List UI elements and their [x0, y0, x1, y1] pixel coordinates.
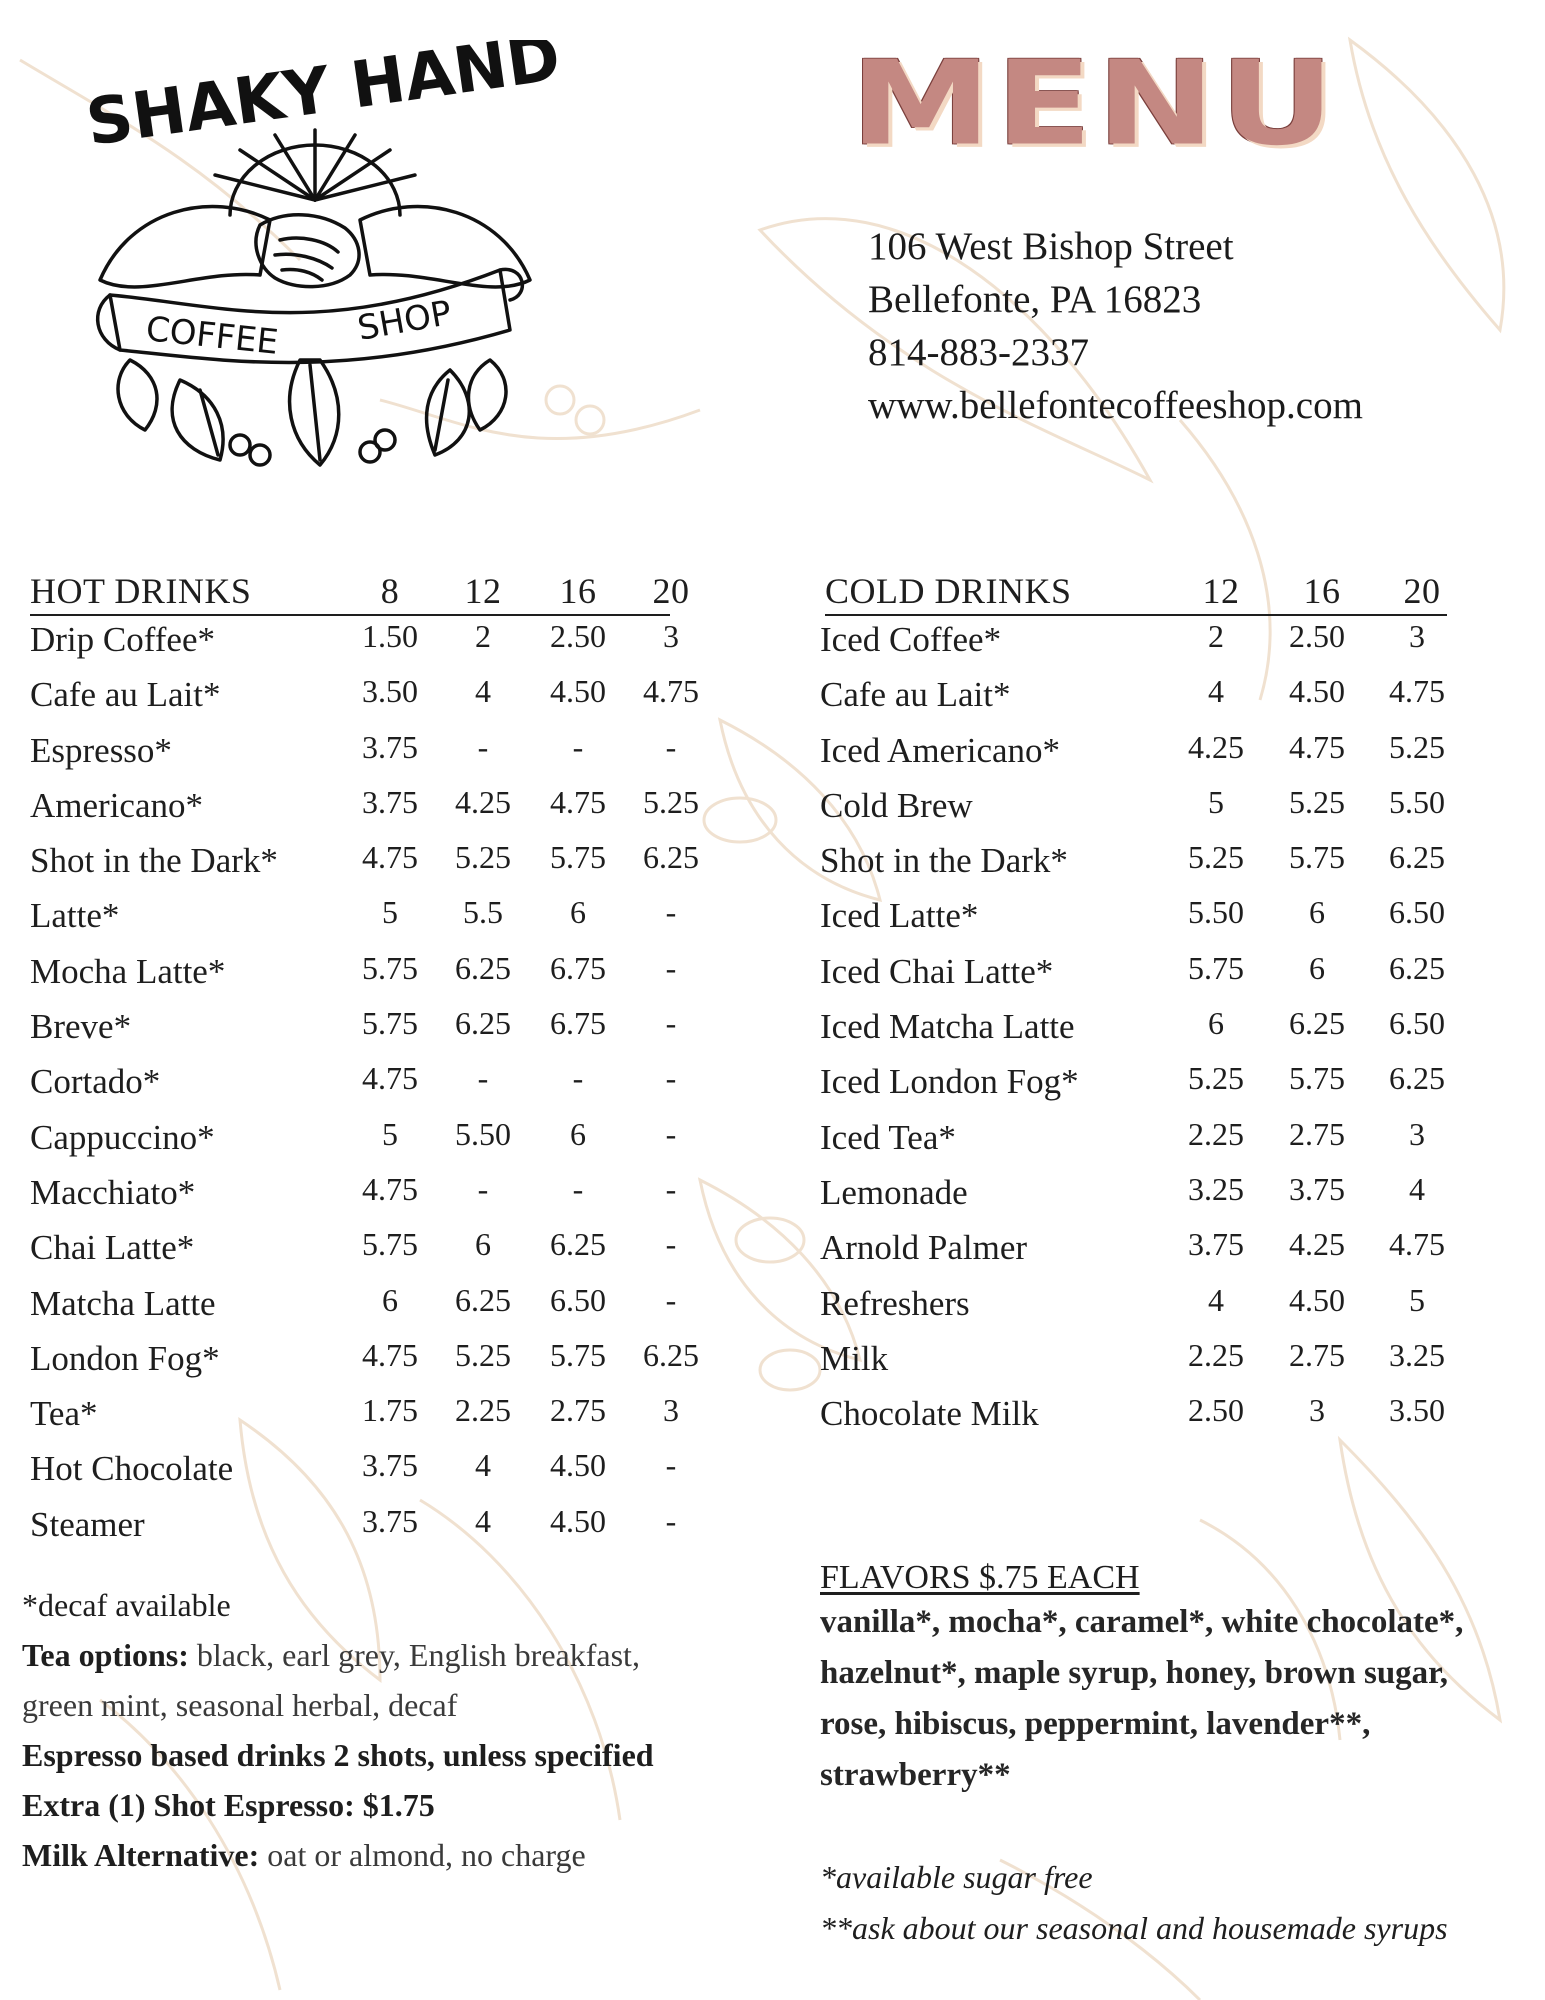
price-size-8: 1.75: [362, 1392, 418, 1429]
menu-item-arnold-palmer: [820, 1220, 1520, 1275]
price-size-12: 2.25: [1188, 1336, 1244, 1373]
price-size-16: 3.75: [1289, 1170, 1345, 1207]
price-size-12: 5.5: [463, 894, 503, 931]
menu-item-chai-latte: [30, 1220, 730, 1275]
price-size-12: -: [477, 1170, 489, 1207]
item-name: Espresso*: [30, 730, 172, 770]
price-size-16: 5.75: [550, 1336, 606, 1373]
milk-alternative-line: [22, 1830, 722, 1880]
menu-item-iced-tea: [820, 1110, 1520, 1165]
price-size-20: 3.25: [1389, 1336, 1445, 1373]
price-size-12: 4: [475, 673, 491, 710]
menu-title: MENU: [850, 36, 1339, 172]
menu-item-cappuccino: [30, 1110, 730, 1165]
handshake-logo-art: [70, 40, 560, 480]
price-size-12: 4: [475, 1447, 491, 1484]
item-name: Cold Brew: [820, 785, 973, 825]
notes-block: [22, 1580, 722, 1880]
price-size-12: 5.50: [455, 1115, 511, 1152]
price-size-12: 4: [475, 1502, 491, 1539]
item-name: Hot Chocolate: [30, 1449, 234, 1489]
menu-item-tea: [30, 1386, 730, 1441]
price-size-20: -: [665, 1115, 677, 1152]
price-size-16: -: [572, 1060, 584, 1097]
decaf-note: *decaf available: [22, 1587, 231, 1623]
price-size-8: 5.75: [362, 949, 418, 986]
price-size-8: 5: [382, 894, 398, 931]
menu-item-steamer: [30, 1497, 730, 1552]
menu-item-iced-coffee: [820, 612, 1520, 667]
price-size-8: 5.75: [362, 1005, 418, 1042]
size-16-label: 16: [1303, 571, 1341, 611]
hot-drinks-header: [30, 570, 690, 616]
menu-item-drip-coffee: [30, 612, 730, 667]
price-size-12: -: [477, 1060, 489, 1097]
price-size-16: 5.75: [1289, 839, 1345, 876]
menu-item-espresso: [30, 723, 730, 778]
price-size-16: 6.25: [550, 1226, 606, 1263]
flavors-list: vanilla*, mocha*, caramel*, white chocolate*, hazelnut*, maple syrup, honey, brown sugar, rose, hibiscus, peppermint, lavender**, strawberry**: [820, 1604, 1464, 1793]
price-size-20: 6.50: [1389, 894, 1445, 931]
price-size-20: 3: [663, 1392, 679, 1429]
price-size-12: 5.25: [455, 1336, 511, 1373]
menu-item-cafe-au-lait: [30, 667, 730, 722]
price-size-20: 5.50: [1389, 783, 1445, 820]
milk-alternative-label: Milk Alternative:: [22, 1837, 260, 1873]
price-size-20: -: [665, 1226, 677, 1263]
price-size-8: 4.75: [362, 1060, 418, 1097]
price-size-16: 4.75: [1289, 728, 1345, 765]
item-name: Chocolate Milk: [820, 1394, 1039, 1434]
price-size-8: 4.75: [362, 839, 418, 876]
price-size-16: -: [572, 1170, 584, 1207]
price-size-8: 3.75: [362, 1502, 418, 1539]
price-size-12: 2: [475, 618, 491, 654]
price-size-20: 3.50: [1389, 1392, 1445, 1429]
menu-item-cold-brew: [820, 778, 1520, 833]
menu-item-macchiato: [30, 1165, 730, 1220]
phone-number: 814-883-2337: [868, 331, 1089, 374]
price-size-12: 4: [1208, 673, 1224, 710]
sugar-free-note: *available sugar free: [820, 1859, 1093, 1895]
price-size-16: 6.75: [550, 1005, 606, 1042]
price-size-16: 5.25: [1289, 783, 1345, 820]
size-16-label: 16: [559, 571, 597, 611]
price-size-16: 4.50: [550, 1447, 606, 1484]
price-size-20: 4: [1409, 1170, 1425, 1207]
price-size-16: 3: [1309, 1392, 1325, 1429]
price-size-16: 6: [1309, 894, 1325, 931]
menu-item-mocha-latte: [30, 944, 730, 999]
logo-banner-left-text: COFFEE: [144, 309, 281, 363]
price-size-16: 2.75: [550, 1392, 606, 1429]
menu-item-chocolate-milk: [820, 1386, 1520, 1441]
item-name: Iced Chai Latte*: [820, 951, 1054, 991]
price-size-16: 4.50: [550, 673, 606, 710]
price-size-20: -: [665, 1170, 677, 1207]
price-size-16: 4.50: [1289, 673, 1345, 710]
price-size-20: 3: [1409, 618, 1425, 654]
menu-item-iced-london-fog: [820, 1054, 1520, 1109]
item-name: Steamer: [30, 1504, 145, 1544]
menu-item-matcha-latte: [30, 1276, 730, 1331]
price-size-12: 2: [1208, 618, 1224, 654]
price-size-20: 6.50: [1389, 1005, 1445, 1042]
price-size-20: -: [665, 728, 677, 765]
size-12-label: 12: [464, 571, 502, 611]
menu-item-breve: [30, 999, 730, 1054]
item-name: Drip Coffee*: [30, 620, 215, 659]
price-size-12: 4: [1208, 1281, 1224, 1318]
price-size-16: 2.75: [1289, 1115, 1345, 1152]
price-size-16: 5.75: [550, 839, 606, 876]
tea-options-label: Tea options:: [22, 1637, 189, 1673]
menu-item-cortado: [30, 1054, 730, 1109]
size-12-label: 12: [1202, 571, 1240, 611]
menu-item-lemonade: [820, 1165, 1520, 1220]
menu-item-shot-in-the-dark: [30, 833, 730, 888]
price-size-8: 1.50: [362, 618, 418, 654]
item-name: Cafe au Lait*: [30, 675, 221, 715]
logo-banner-right-text: SHOP: [354, 293, 455, 349]
price-size-12: 5.25: [455, 839, 511, 876]
price-size-16: 4.50: [1289, 1281, 1345, 1318]
menu-item-milk: [820, 1331, 1520, 1386]
menu-item-americano: [30, 778, 730, 833]
price-size-8: 5: [382, 1115, 398, 1152]
price-size-12: 6: [1208, 1005, 1224, 1042]
price-size-16: 6.25: [1289, 1005, 1345, 1042]
item-name: Tea*: [30, 1394, 98, 1434]
item-name: Iced Tea*: [820, 1117, 956, 1157]
price-size-20: 6.25: [1389, 839, 1445, 876]
extra-shot-note: Extra (1) Shot Espresso: $1.75: [22, 1787, 435, 1823]
item-name: Iced Latte*: [820, 896, 979, 936]
item-name: Shot in the Dark*: [30, 841, 278, 881]
cold-drinks-heading: COLD DRINKS: [825, 571, 1072, 611]
price-size-8: 4.75: [362, 1170, 418, 1207]
item-name: Iced Coffee*: [820, 620, 1002, 659]
price-size-20: -: [665, 949, 677, 986]
hot-drinks-list: [30, 612, 730, 1552]
item-name: Matcha Latte: [30, 1283, 216, 1323]
menu-item-iced-latte: [820, 888, 1520, 943]
item-name: Macchiato*: [30, 1172, 196, 1212]
cold-drinks-list: [820, 612, 1520, 1441]
hot-drinks-heading: HOT DRINKS: [30, 571, 252, 611]
flavors-heading: FLAVORS $.75 EACH: [820, 1559, 1140, 1596]
price-size-20: -: [665, 1060, 677, 1097]
price-size-20: 3: [1409, 1115, 1425, 1152]
menu-item-refreshers: [820, 1276, 1520, 1331]
price-size-12: 6.25: [455, 1281, 511, 1318]
price-size-8: 3.50: [362, 673, 418, 710]
price-size-12: 2.25: [455, 1392, 511, 1429]
price-size-20: 4.75: [643, 673, 699, 710]
item-name: Iced London Fog*: [820, 1062, 1079, 1102]
menu-item-iced-chai-latte: [820, 944, 1520, 999]
price-size-20: 5: [1409, 1281, 1425, 1318]
logo-name-text: SHAKY HANDS: [81, 40, 560, 161]
price-size-20: -: [665, 894, 677, 931]
price-size-8: 6: [382, 1281, 398, 1318]
menu-item-iced-americano: [820, 723, 1520, 778]
price-size-16: 6: [570, 1115, 586, 1152]
price-size-16: 4.50: [550, 1502, 606, 1539]
item-name: London Fog*: [30, 1338, 220, 1378]
size-20-label: 20: [652, 571, 690, 611]
item-name: Milk: [820, 1338, 889, 1378]
menu-item-cafe-au-lait: [820, 667, 1520, 722]
price-size-12: 6: [475, 1226, 491, 1263]
website-link[interactable]: www.bellefontecoffeeshop.com: [868, 384, 1363, 427]
price-size-16: -: [572, 728, 584, 765]
item-name: Mocha Latte*: [30, 951, 226, 991]
price-size-20: 4.75: [1389, 1226, 1445, 1263]
price-size-12: 5: [1208, 783, 1224, 820]
price-size-16: 4.25: [1289, 1226, 1345, 1263]
contact-block: [868, 220, 1468, 432]
menu-item-latte: [30, 888, 730, 943]
price-size-12: 3.75: [1188, 1226, 1244, 1263]
price-size-16: 6: [570, 894, 586, 931]
price-size-20: 6.25: [643, 1336, 699, 1373]
price-size-12: 5.25: [1188, 839, 1244, 876]
price-size-20: 4.75: [1389, 673, 1445, 710]
tea-options-continued: green mint, seasonal herbal, decaf: [22, 1687, 458, 1723]
price-size-12: 5.25: [1188, 1060, 1244, 1097]
item-name: Cortado*: [30, 1062, 161, 1102]
price-size-16: 2.50: [550, 618, 606, 654]
price-size-12: -: [477, 728, 489, 765]
price-size-16: 6.50: [550, 1281, 606, 1318]
price-size-20: 6.25: [643, 839, 699, 876]
price-size-20: -: [665, 1281, 677, 1318]
price-size-12: 6.25: [455, 1005, 511, 1042]
item-name: Arnold Palmer: [820, 1228, 1028, 1268]
price-size-16: 2.75: [1289, 1336, 1345, 1373]
price-size-12: 6.25: [455, 949, 511, 986]
item-name: Cafe au Lait*: [820, 675, 1011, 715]
price-size-12: 2.25: [1188, 1115, 1244, 1152]
city-state-zip: Bellefonte, PA 16823: [868, 278, 1202, 321]
price-size-16: 6.75: [550, 949, 606, 986]
tea-options-text: black, earl grey, English breakfast,: [188, 1637, 640, 1673]
street-address: 106 West Bishop Street: [868, 225, 1234, 268]
item-name: Shot in the Dark*: [820, 841, 1068, 881]
tea-options-line: [22, 1630, 722, 1680]
price-size-12: 2.50: [1188, 1392, 1244, 1429]
price-size-12: 3.25: [1188, 1170, 1244, 1207]
item-name: Latte*: [30, 896, 120, 936]
price-size-16: 2.50: [1289, 618, 1345, 654]
item-name: Americano*: [30, 785, 203, 825]
shop-logo: [70, 40, 560, 480]
price-size-20: 6.25: [1389, 949, 1445, 986]
item-name: Chai Latte*: [30, 1228, 195, 1268]
price-size-20: 6.25: [1389, 1060, 1445, 1097]
menu-item-shot-in-the-dark: [820, 833, 1520, 888]
item-name: Lemonade: [820, 1172, 968, 1212]
menu-item-hot-chocolate: [30, 1441, 730, 1496]
menu-item-iced-matcha-latte: [820, 999, 1520, 1054]
item-name: Iced Matcha Latte: [820, 1007, 1075, 1047]
item-name: Refreshers: [820, 1283, 970, 1323]
price-size-16: 6: [1309, 949, 1325, 986]
item-name: Cappuccino*: [30, 1117, 215, 1157]
price-size-8: 4.75: [362, 1336, 418, 1373]
milk-alternative-text: oat or almond, no charge: [259, 1837, 586, 1873]
price-size-20: 3: [663, 618, 679, 654]
price-size-8: 3.75: [362, 728, 418, 765]
espresso-note: Espresso based drinks 2 shots, unless specified: [22, 1737, 654, 1773]
price-size-20: 5.25: [1389, 728, 1445, 765]
item-name: Breve*: [30, 1007, 132, 1047]
price-size-20: -: [665, 1447, 677, 1484]
size-20-label: 20: [1403, 571, 1441, 611]
size-8-label: 8: [380, 571, 400, 611]
price-size-8: 3.75: [362, 783, 418, 820]
price-size-20: 5.25: [643, 783, 699, 820]
price-size-8: 5.75: [362, 1226, 418, 1263]
cold-drinks-header: [825, 570, 1447, 616]
price-size-16: 4.75: [550, 783, 606, 820]
price-size-16: 5.75: [1289, 1060, 1345, 1097]
item-name: Iced Americano*: [820, 730, 1061, 770]
price-size-8: 3.75: [362, 1447, 418, 1484]
price-size-12: 5.75: [1188, 949, 1244, 986]
price-size-20: -: [665, 1502, 677, 1539]
price-size-12: 4.25: [1188, 728, 1244, 765]
price-size-20: -: [665, 1005, 677, 1042]
menu-item-london-fog: [30, 1331, 730, 1386]
price-size-12: 5.50: [1188, 894, 1244, 931]
flavor-footnotes: [820, 1852, 1520, 1954]
price-size-12: 4.25: [455, 783, 511, 820]
seasonal-syrups-note: **ask about our seasonal and housemade syrups: [820, 1910, 1448, 1946]
